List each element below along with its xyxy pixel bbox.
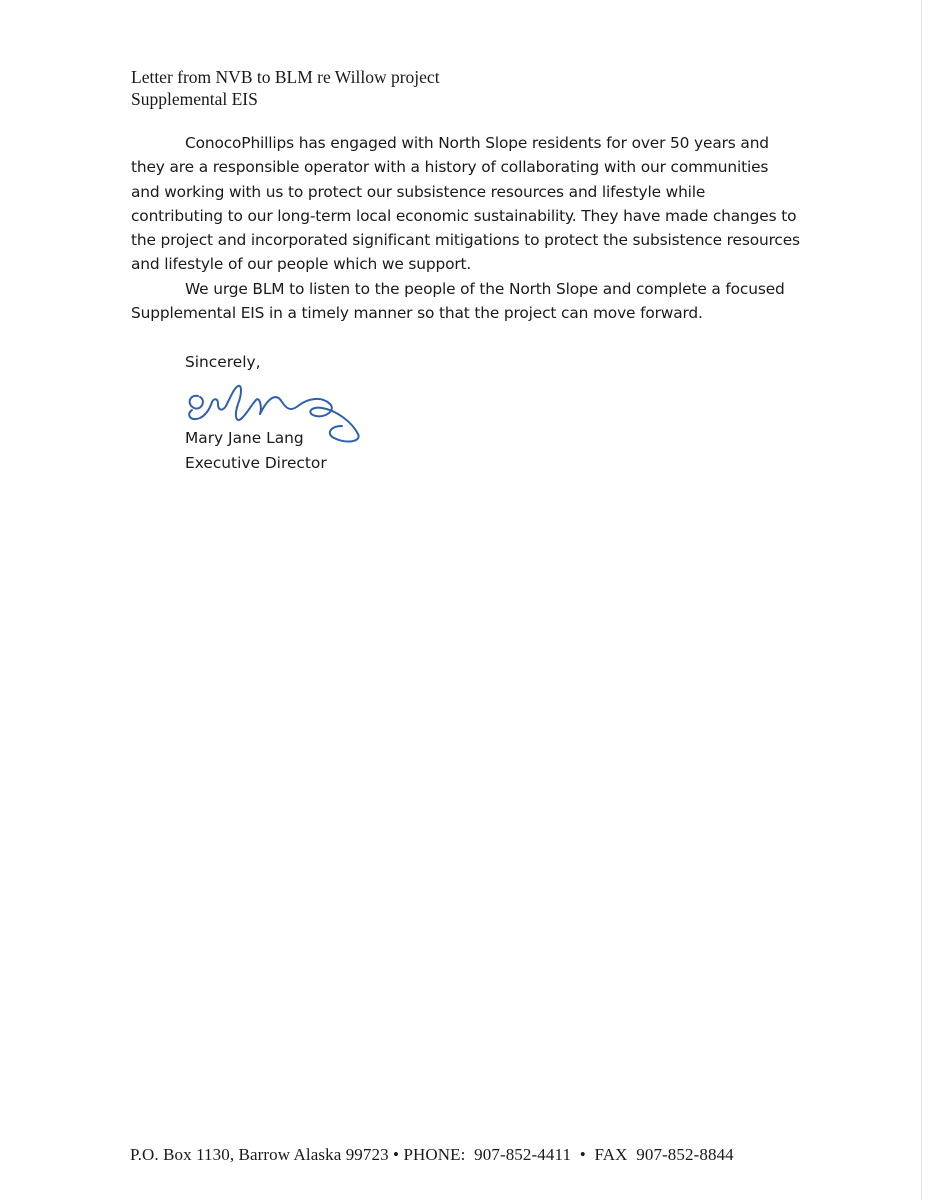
signer-block xyxy=(185,426,327,475)
footer-contact: P.O. Box 1130, Barrow Alaska 99723 • PHONE: 907-852-4411 • FAX 907-852-8844 xyxy=(130,1145,734,1164)
body-paragraph-1: ConocoPhillips has engaged with North Slope residents for over 50 years and they are a responsible operator with a history of collaborating with our communities and working with us to protect our subsistence resources and lifestyle while contributing to our long-term local economic sustainability. They have made changes to the project and incorporated significant mitigations to protect the subsistence resources and lifestyle of our people which we support. xyxy=(131,134,800,274)
letter-header xyxy=(131,66,440,110)
signer-title: Executive Director xyxy=(185,453,327,472)
signer-name: Mary Jane Lang xyxy=(185,429,304,447)
header-line-1: Letter from NVB to BLM re Willow project xyxy=(131,67,440,87)
letter-body xyxy=(131,131,801,325)
body-paragraph-2: We urge BLM to listen to the people of the North Slope and complete a focused Supplemental EIS in a timely manner so that the project can move forward. xyxy=(131,279,785,323)
closing-salutation: Sincerely, xyxy=(185,353,261,371)
scan-edge xyxy=(921,0,922,1200)
header-line-2: Supplemental EIS xyxy=(131,89,258,109)
